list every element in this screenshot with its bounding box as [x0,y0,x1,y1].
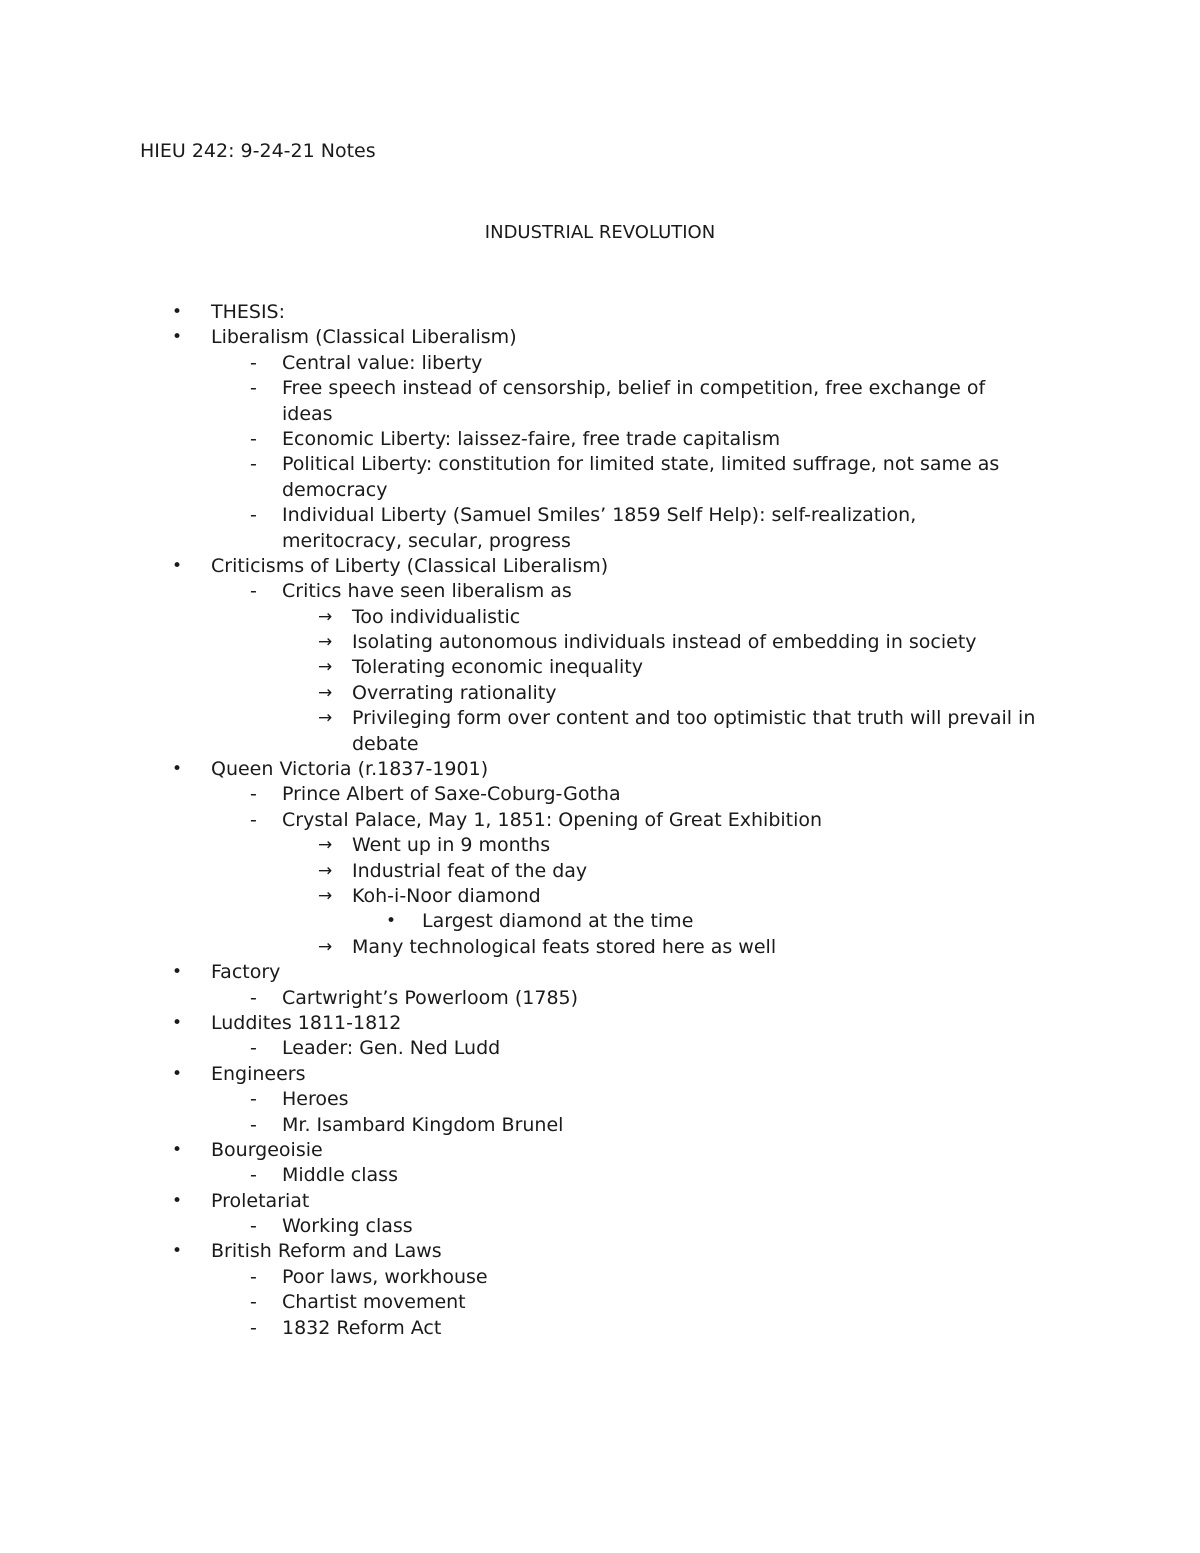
outline-text: Political Liberty: constitution for limited state, limited suffrage, not same as [282,453,1000,476]
dash-marker: - [250,453,257,476]
outline-line-level-3 [0,884,1200,909]
outline-text: Criticisms of Liberty (Classical Liberalism) [211,554,609,577]
outline-text: Chartist movement [282,1291,466,1314]
dash-marker: - [250,1088,257,1111]
outline-line-level-2 [0,1036,1200,1061]
page-title: INDUSTRIAL REVOLUTION [484,222,716,243]
outline-line-level-1 [0,1138,1200,1163]
dash-marker: - [250,1037,257,1060]
outline-text: Mr. Isambard Kingdom Brunel [282,1113,564,1136]
outline-line-level-2 [0,503,1200,528]
outline-text: Proletariat [211,1189,310,1212]
outline-line-level-2 [0,452,1200,477]
outline-line-level-2 [0,1087,1200,1112]
outline-text: Individual Liberty (Samuel Smiles’ 1859 Self Help): self-realization, [282,504,917,527]
outline-line-level-3 [0,655,1200,680]
outline-text: Privileging form over content and too optimistic that truth will prevail in [352,707,1036,730]
outline-line-level-3 [0,732,1200,757]
bullet-marker: • [172,1241,183,1262]
arrow-marker: → [318,632,333,653]
outline-line-level-2 [0,1290,1200,1315]
arrow-marker: → [318,860,333,881]
outline-line-level-2 [0,478,1200,503]
dash-marker: - [250,1316,257,1339]
outline-line-level-3 [0,706,1200,731]
outline-text: Many technological feats stored here as well [352,935,777,958]
outline-line-level-1 [0,1011,1200,1036]
outline-text: Poor laws, workhouse [282,1265,488,1288]
outline-text: Isolating autonomous individuals instead of embedding in society [352,631,977,654]
outline-line-level-3 [0,605,1200,630]
outline-text: Critics have seen liberalism as [282,580,572,603]
outline-text: Too individualistic [352,605,521,628]
outline-line-level-1 [0,300,1200,325]
notes-outline [0,300,1200,1341]
outline-text: 1832 Reform Act [282,1316,442,1339]
outline-text: Cartwright’s Powerloom (1785) [282,986,579,1009]
bullet-marker: • [172,327,183,348]
arrow-marker: → [318,657,333,678]
outline-line-level-1 [0,554,1200,579]
outline-line-level-2 [0,782,1200,807]
outline-text: Heroes [282,1088,349,1111]
bullet-marker: • [172,1190,183,1211]
outline-text: Prince Albert of Saxe-Coburg-Gotha [282,783,621,806]
arrow-marker: → [318,885,333,906]
outline-text: Factory [211,961,281,984]
outline-text: Economic Liberty: laissez-faire, free trade capitalism [282,427,781,450]
outline-text: Crystal Palace, May 1, 1851: Opening of Great Exhibition [282,808,823,831]
outline-text: Working class [282,1215,413,1238]
dash-marker: - [250,377,257,400]
dash-marker: - [250,504,257,527]
outline-line-level-1 [0,1062,1200,1087]
outline-line-level-2 [0,1163,1200,1188]
outline-line-level-3 [0,681,1200,706]
bullet-marker: • [386,911,397,932]
outline-text: Tolerating economic inequality [352,656,644,679]
outline-text: meritocracy, secular, progress [282,529,571,552]
outline-line-level-2 [0,427,1200,452]
dash-marker: - [250,783,257,806]
outline-text: Luddites 1811-1812 [211,1011,402,1034]
arrow-marker: → [318,682,333,703]
outline-text: debate [352,732,419,755]
outline-text: Liberalism (Classical Liberalism) [211,326,517,349]
dash-marker: - [250,427,257,450]
outline-text: Engineers [211,1062,306,1085]
outline-text: Largest diamond at the time [422,910,694,933]
dash-marker: - [250,1164,257,1187]
arrow-marker: → [318,606,333,627]
outline-line-level-2 [0,1113,1200,1138]
arrow-marker: → [318,936,333,957]
outline-line-level-2 [0,1214,1200,1239]
bullet-marker: • [172,962,183,983]
outline-line-level-2 [0,529,1200,554]
outline-line-level-2 [0,808,1200,833]
outline-line-level-3 [0,833,1200,858]
dash-marker: - [250,1113,257,1136]
outline-text: Overrating rationality [352,681,557,704]
outline-text: Industrial feat of the day [352,859,588,882]
outline-text: ideas [282,402,333,425]
outline-line-level-1 [0,1239,1200,1264]
outline-line-level-3 [0,935,1200,960]
outline-text: Bourgeoisie [211,1138,323,1161]
outline-line-level-2 [0,1265,1200,1290]
outline-line-level-1 [0,325,1200,350]
bullet-marker: • [172,302,183,322]
dash-marker: - [250,808,257,831]
outline-line-level-1 [0,960,1200,985]
outline-line-level-1 [0,1189,1200,1214]
outline-text: Free speech instead of censorship, belief in competition, free exchange of [282,377,986,400]
outline-text: Went up in 9 months [352,834,551,857]
outline-text: THESIS: [211,301,286,323]
outline-text: Queen Victoria (r.1837-1901) [211,758,489,781]
course-header: HIEU 242: 9-24-21 Notes [140,140,376,162]
outline-line-level-2 [0,376,1200,401]
bullet-marker: • [172,1063,183,1084]
bullet-marker: • [172,1012,183,1033]
arrow-marker: → [318,708,333,729]
dash-marker: - [250,1215,257,1238]
outline-line-level-2 [0,402,1200,427]
outline-line-level-3 [0,859,1200,884]
outline-line-level-2 [0,351,1200,376]
outline-line-level-3 [0,630,1200,655]
outline-text: democracy [282,478,388,501]
outline-text: Middle class [282,1164,398,1187]
outline-line-level-2 [0,986,1200,1011]
outline-text: British Reform and Laws [211,1240,442,1263]
dash-marker: - [250,1291,257,1314]
dash-marker: - [250,580,257,603]
bullet-marker: • [172,555,183,576]
bullet-marker: • [172,759,183,780]
dash-marker: - [250,986,257,1009]
dash-marker: - [250,351,257,374]
outline-line-level-2 [0,579,1200,604]
outline-text: Leader: Gen. Ned Ludd [282,1037,501,1060]
dash-marker: - [250,1265,257,1288]
outline-line-level-4 [0,909,1200,934]
bullet-marker: • [172,1139,183,1160]
outline-text: Central value: liberty [282,351,483,374]
outline-line-level-1 [0,757,1200,782]
outline-line-level-2 [0,1316,1200,1341]
arrow-marker: → [318,835,333,856]
outline-text: Koh-i-Noor diamond [352,884,541,907]
